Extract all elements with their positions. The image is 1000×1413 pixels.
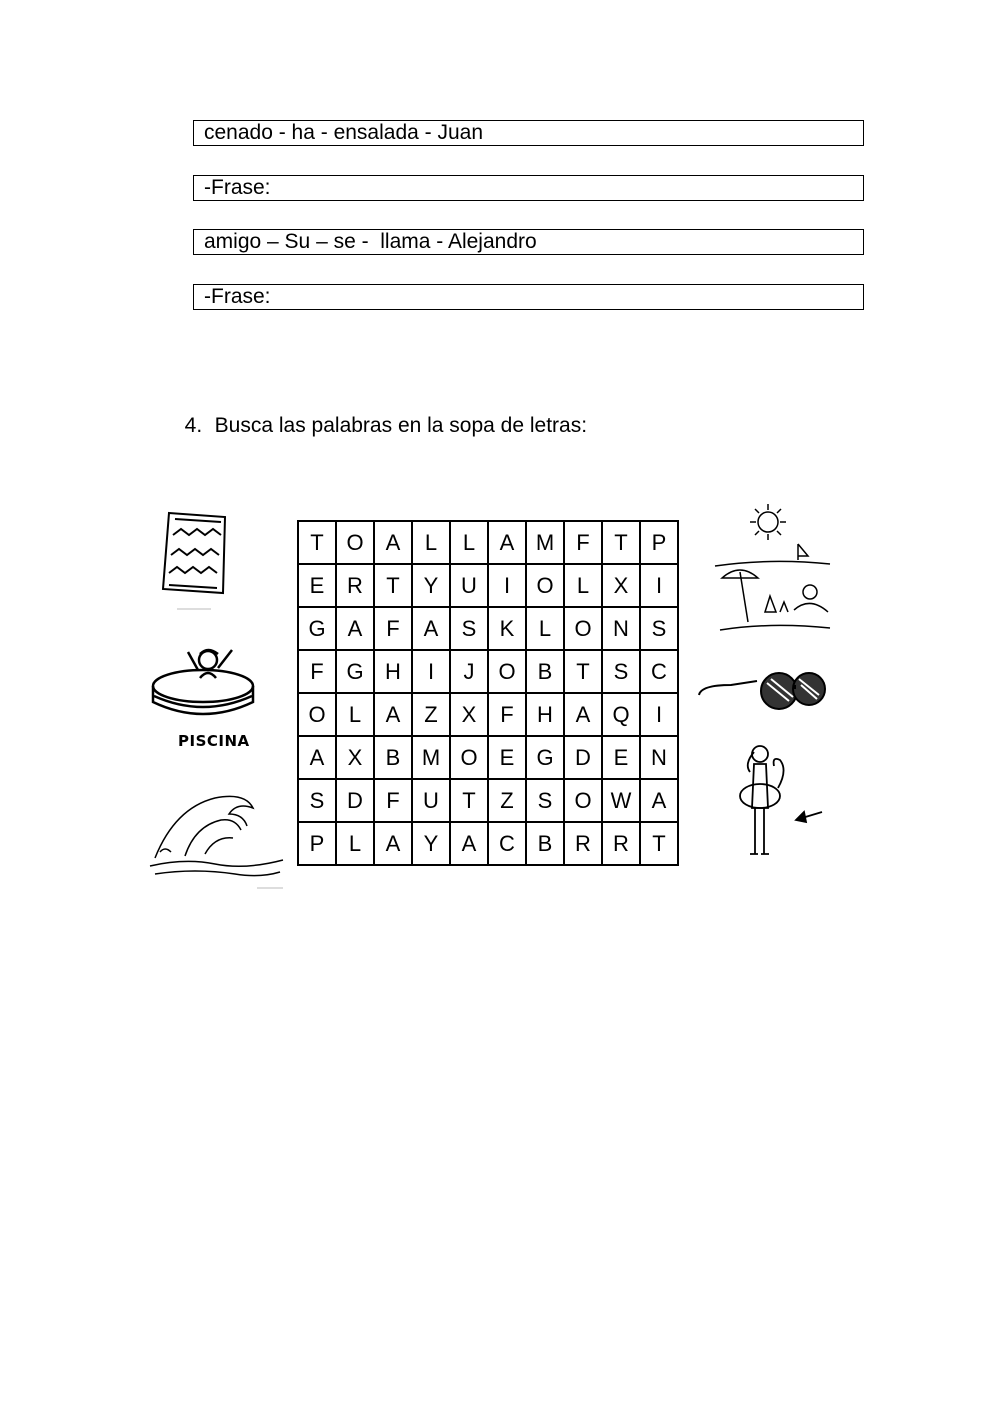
grid-cell[interactable]: X: [450, 693, 488, 736]
grid-cell[interactable]: Z: [488, 779, 526, 822]
grid-row: [298, 822, 678, 865]
grid-cell[interactable]: K: [488, 607, 526, 650]
grid-row: [298, 736, 678, 779]
grid-cell[interactable]: F: [564, 521, 602, 564]
grid-cell[interactable]: T: [602, 521, 640, 564]
grid-cell[interactable]: L: [336, 822, 374, 865]
grid-cell[interactable]: G: [298, 607, 336, 650]
grid-cell[interactable]: S: [640, 607, 678, 650]
grid-cell[interactable]: I: [640, 693, 678, 736]
grid-cell[interactable]: S: [450, 607, 488, 650]
grid-cell[interactable]: P: [640, 521, 678, 564]
grid-cell[interactable]: R: [564, 822, 602, 865]
grid-cell[interactable]: Z: [412, 693, 450, 736]
grid-cell[interactable]: B: [526, 822, 564, 865]
towel-icon: [155, 505, 235, 615]
grid-cell[interactable]: A: [374, 822, 412, 865]
grid-cell[interactable]: Y: [412, 564, 450, 607]
grid-cell[interactable]: D: [564, 736, 602, 779]
grid-cell[interactable]: O: [336, 521, 374, 564]
exercise-instruction: Busca las palabras en la sopa de letras:: [214, 414, 588, 437]
grid-cell[interactable]: C: [640, 650, 678, 693]
grid-cell[interactable]: O: [564, 779, 602, 822]
grid-row: [298, 521, 678, 564]
exercise-4-heading: [173, 390, 587, 438]
grid-cell[interactable]: A: [412, 607, 450, 650]
grid-cell[interactable]: B: [526, 650, 564, 693]
word-search-grid: [297, 520, 679, 866]
grid-cell[interactable]: A: [450, 822, 488, 865]
exercise-number: 4.: [184, 414, 203, 437]
grid-cell[interactable]: M: [526, 521, 564, 564]
sentence-answer-1[interactable]: -Frase:: [193, 175, 864, 201]
grid-cell[interactable]: L: [412, 521, 450, 564]
sentence-words-2: amigo – Su – se - llama - Alejandro: [193, 229, 864, 255]
grid-cell[interactable]: T: [564, 650, 602, 693]
grid-cell[interactable]: O: [526, 564, 564, 607]
grid-cell[interactable]: U: [412, 779, 450, 822]
grid-cell[interactable]: E: [488, 736, 526, 779]
grid-cell[interactable]: I: [488, 564, 526, 607]
grid-cell[interactable]: A: [488, 521, 526, 564]
grid-cell[interactable]: O: [298, 693, 336, 736]
beach-icon: [710, 500, 835, 640]
grid-cell[interactable]: D: [336, 779, 374, 822]
grid-cell[interactable]: F: [374, 779, 412, 822]
sentence-words-1: cenado - ha - ensalada - Juan: [193, 120, 864, 146]
grid-cell[interactable]: M: [412, 736, 450, 779]
grid-cell[interactable]: J: [450, 650, 488, 693]
grid-cell[interactable]: T: [450, 779, 488, 822]
grid-row: [298, 564, 678, 607]
grid-cell[interactable]: W: [602, 779, 640, 822]
pool-icon: [148, 638, 258, 723]
grid-cell[interactable]: S: [602, 650, 640, 693]
grid-cell[interactable]: O: [564, 607, 602, 650]
grid-cell[interactable]: L: [564, 564, 602, 607]
sentence-answer-2[interactable]: -Frase:: [193, 284, 864, 310]
grid-cell[interactable]: Y: [412, 822, 450, 865]
grid-cell[interactable]: L: [526, 607, 564, 650]
sunglasses-icon: [695, 655, 830, 725]
grid-cell[interactable]: H: [526, 693, 564, 736]
grid-cell[interactable]: X: [336, 736, 374, 779]
grid-cell[interactable]: R: [336, 564, 374, 607]
grid-cell[interactable]: N: [602, 607, 640, 650]
grid-cell[interactable]: N: [640, 736, 678, 779]
grid-cell[interactable]: C: [488, 822, 526, 865]
grid-row: [298, 607, 678, 650]
grid-cell[interactable]: B: [374, 736, 412, 779]
grid-cell[interactable]: Q: [602, 693, 640, 736]
grid-cell[interactable]: A: [374, 521, 412, 564]
grid-cell[interactable]: A: [564, 693, 602, 736]
grid-row: [298, 650, 678, 693]
grid-cell[interactable]: A: [640, 779, 678, 822]
grid-cell[interactable]: X: [602, 564, 640, 607]
grid-cell[interactable]: F: [374, 607, 412, 650]
grid-cell[interactable]: E: [602, 736, 640, 779]
grid-cell[interactable]: H: [374, 650, 412, 693]
grid-cell[interactable]: G: [336, 650, 374, 693]
grid-cell[interactable]: P: [298, 822, 336, 865]
grid-cell[interactable]: A: [336, 607, 374, 650]
grid-cell[interactable]: I: [412, 650, 450, 693]
grid-cell[interactable]: T: [298, 521, 336, 564]
grid-cell[interactable]: L: [336, 693, 374, 736]
grid-cell[interactable]: S: [526, 779, 564, 822]
grid-cell[interactable]: T: [374, 564, 412, 607]
grid-cell[interactable]: F: [298, 650, 336, 693]
grid-row: [298, 779, 678, 822]
grid-cell[interactable]: E: [298, 564, 336, 607]
wave-icon: [145, 778, 290, 893]
grid-cell[interactable]: T: [640, 822, 678, 865]
grid-cell[interactable]: S: [298, 779, 336, 822]
grid-row: [298, 693, 678, 736]
grid-cell[interactable]: U: [450, 564, 488, 607]
pool-caption: PISCINA: [178, 732, 250, 750]
float-icon: [730, 742, 825, 862]
grid-cell[interactable]: R: [602, 822, 640, 865]
grid-cell[interactable]: O: [450, 736, 488, 779]
grid-cell[interactable]: O: [488, 650, 526, 693]
grid-cell[interactable]: F: [488, 693, 526, 736]
grid-cell[interactable]: A: [298, 736, 336, 779]
grid-cell[interactable]: L: [450, 521, 488, 564]
grid-cell[interactable]: A: [374, 693, 412, 736]
grid-cell[interactable]: G: [526, 736, 564, 779]
grid-cell[interactable]: I: [640, 564, 678, 607]
